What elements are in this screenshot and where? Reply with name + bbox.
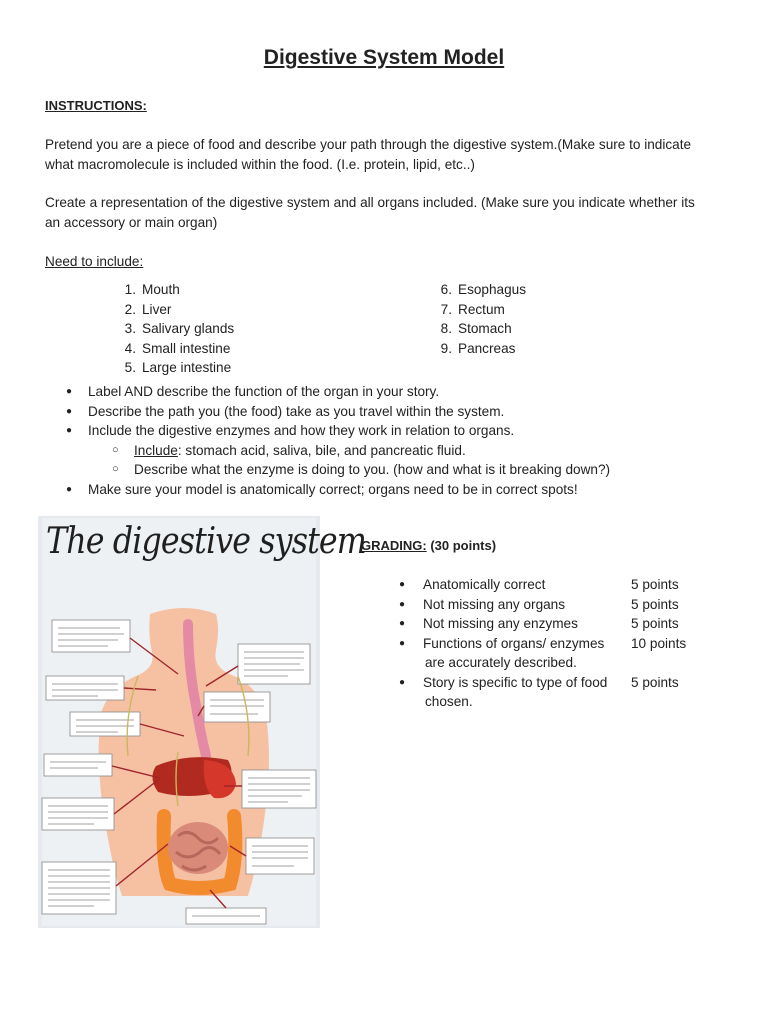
grading-label: GRADING: [361,538,427,553]
list-item [114,280,234,300]
list-item [66,402,746,422]
grading-list [399,575,711,712]
list-label: Liver [142,301,172,317]
instructions-p1-line1: Pretend you are a piece of food and describe your path through the digestive system.(Make sure to indicate [45,137,692,152]
bullet-icon: ● [66,483,73,495]
grading-row [399,673,711,693]
instructions-p1-line2: what macromolecule is included within the food. (I.e. protein, lipid, etc..) [45,157,475,172]
list-label: Esophagus [458,282,527,297]
grading-points: 10 points [631,635,687,651]
list-number: 4. [124,340,136,356]
grading-points: 5 points [631,616,679,631]
grading-points: 5 points [631,596,679,612]
list-item [430,280,526,300]
bullet-text: Label AND describe the function of the organ in your story. [88,384,440,399]
grading-row [399,634,711,654]
list-item [66,382,746,402]
list-item [430,300,526,320]
bullet-icon: ● [66,405,73,417]
list-number: 9. [440,340,452,356]
handwritten-title: The digestive system [46,521,366,562]
page-title: Digestive System Model [263,46,505,69]
bullet-icon: ● [66,386,73,397]
grading-row [399,614,711,634]
grading-item: Not missing any enzymes [423,616,578,631]
grading-row-continuation [399,692,711,712]
list-label: Rectum [458,301,505,317]
bullet-icon: ● [66,425,73,436]
grading-item: Anatomically correct [423,577,546,592]
bullet-icon: ● [399,637,406,649]
grading-row-continuation [399,653,711,673]
include-text: : stomach acid, saliva, bile, and pancreatic fluid. [177,442,466,458]
instructions-heading: INSTRUCTIONS: [45,98,147,113]
bullet-icon: ● [399,676,406,688]
instructions-p2-line1: Create a representation of the digestive system and all organs included. (Make sure you indicate whether its [45,195,695,210]
list-label: Stomach [458,321,512,336]
instructions-paragraph-1 [45,135,735,175]
bullet-icon: ● [399,579,406,590]
list-item [430,339,526,359]
instructions-paragraph-2 [45,193,735,233]
grading-item: Functions of organs/ enzymes [423,635,605,651]
list-number: 2. [124,301,136,317]
list-number: 8. [440,321,452,336]
bullet-text: Include the digestive enzymes and how they work in relation to organs. [88,423,515,438]
grading-item: Not missing any organs [423,596,566,612]
instructions-p2-line2: an accessory or main organ) [45,215,218,230]
grading-item-continuation: are accurately described. [425,655,577,670]
list-number: 5. [124,360,136,375]
sub-list-item [66,460,746,480]
list-item [66,421,746,441]
circle-bullet-icon: ○ [112,443,119,456]
list-number: 3. [124,321,136,336]
grading-item-continuation: chosen. [425,694,473,709]
grading-item: Story is specific to type of food [423,674,608,690]
list-number: 6. [440,282,452,297]
list-label: Salivary glands [142,321,235,336]
list-label: Small intestine [142,340,231,356]
list-item [114,339,234,359]
list-number: 1. [124,282,136,297]
sub-list-item [66,441,746,461]
sub-bullet-text: Describe what the enzyme is doing to you. (how and what is it breaking down?) [134,462,611,477]
list-item [66,480,746,500]
list-label: Mouth [142,282,180,297]
grading-points: 5 points [631,577,679,592]
bullet-text: Make sure your model is anatomically correct; organs need to be in correct spots! [88,481,578,497]
include-label: Include [134,442,178,458]
grading-total: (30 points) [426,538,497,553]
grading-row [399,575,711,595]
organ-list-left [114,280,234,378]
list-label: Large intestine [142,360,232,375]
bullet-text: Describe the path you (the food) take as you travel within the system. [88,403,505,419]
circle-bullet-icon: ○ [112,463,119,475]
list-item [114,300,234,320]
bullet-icon: ● [399,598,406,610]
digestive-system-poster-photo [38,516,366,928]
list-item [114,319,234,339]
need-to-include-label: Need to include: [45,254,144,269]
grading-points: 5 points [631,674,679,690]
list-label: Pancreas [458,340,516,356]
requirements-list [66,382,746,499]
bullet-icon: ● [399,618,406,629]
list-item [114,358,234,378]
grading-heading [361,538,496,553]
grading-row [399,595,711,615]
list-number: 7. [440,301,452,317]
list-item [430,319,526,339]
organ-list-right [430,280,526,358]
